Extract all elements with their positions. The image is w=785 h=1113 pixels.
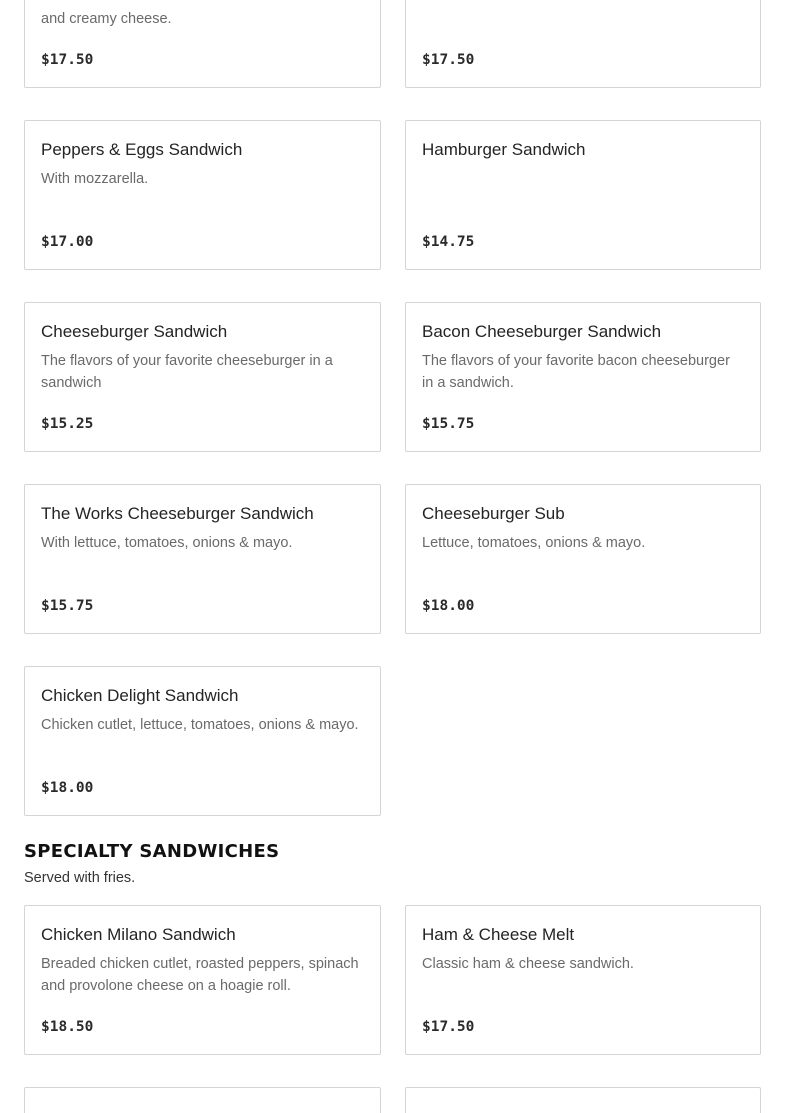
item-name: Ham & Cheese Melt (422, 925, 575, 944)
item-price: $15.25 (41, 416, 94, 432)
item-price: $18.50 (41, 1019, 94, 1035)
menu-item-card[interactable] (405, 905, 761, 1055)
item-price: $18.00 (422, 598, 475, 614)
menu-items-grid (24, 0, 761, 816)
item-name: Cheeseburger Sub (422, 504, 565, 523)
item-price: $18.00 (41, 780, 94, 796)
menu-item-card[interactable] (24, 302, 381, 452)
item-name: Bacon Cheeseburger Sandwich (422, 322, 662, 341)
menu-item-card[interactable] (24, 905, 381, 1055)
menu-item-card[interactable] (405, 1087, 761, 1113)
item-price: $17.00 (41, 234, 94, 250)
item-description: Breaded chicken cutlet, roasted peppers, spinach and provolone cheese on a hoagie roll. (41, 956, 359, 994)
menu-item-card[interactable] (24, 0, 381, 88)
item-description: Chicken cutlet, lettuce, tomatoes, onions & mayo. (41, 717, 359, 733)
item-name: Hamburger Sandwich (422, 140, 586, 159)
item-description: The flavors of your favorite cheeseburger in a sandwich (41, 353, 333, 391)
menu-item-card[interactable] (24, 1087, 381, 1113)
menu-item-card[interactable] (405, 120, 761, 270)
menu-page (24, 0, 761, 1113)
menu-item-card[interactable] (24, 666, 381, 816)
item-price: $14.75 (422, 234, 475, 250)
menu-item-card[interactable] (405, 302, 761, 452)
menu-item-card[interactable] (24, 120, 381, 270)
menu-item-card[interactable] (405, 0, 761, 88)
menu-item-card[interactable] (405, 484, 761, 634)
item-name: Cheeseburger Sandwich (41, 322, 228, 341)
item-name: Chicken Milano Sandwich (41, 925, 236, 944)
item-description: Classic ham & cheese sandwich. (422, 956, 634, 972)
section-header (24, 840, 761, 888)
item-name: The Works Cheeseburger Sandwich (41, 504, 314, 523)
item-description: The flavors of your favorite bacon cheeseburger in a sandwich. (422, 353, 730, 391)
specialty-items-grid (24, 905, 761, 1113)
item-name: Peppers & Eggs Sandwich (41, 140, 243, 159)
menu-item-card[interactable] (24, 484, 381, 634)
item-description: With lettuce, tomatoes, onions & mayo. (41, 535, 293, 551)
item-price: $17.50 (41, 52, 94, 68)
item-description: and creamy cheese. (41, 11, 172, 27)
item-price: $15.75 (41, 598, 94, 614)
section-subtitle: Served with fries. (24, 870, 136, 886)
section-title: SPECIALTY SANDWICHES (24, 841, 280, 862)
item-price: $17.50 (422, 52, 475, 68)
item-price: $17.50 (422, 1019, 475, 1035)
item-description: With mozzarella. (41, 171, 149, 187)
item-description: Lettuce, tomatoes, onions & mayo. (422, 535, 646, 551)
item-price: $15.75 (422, 416, 475, 432)
item-name: Chicken Delight Sandwich (41, 686, 239, 705)
